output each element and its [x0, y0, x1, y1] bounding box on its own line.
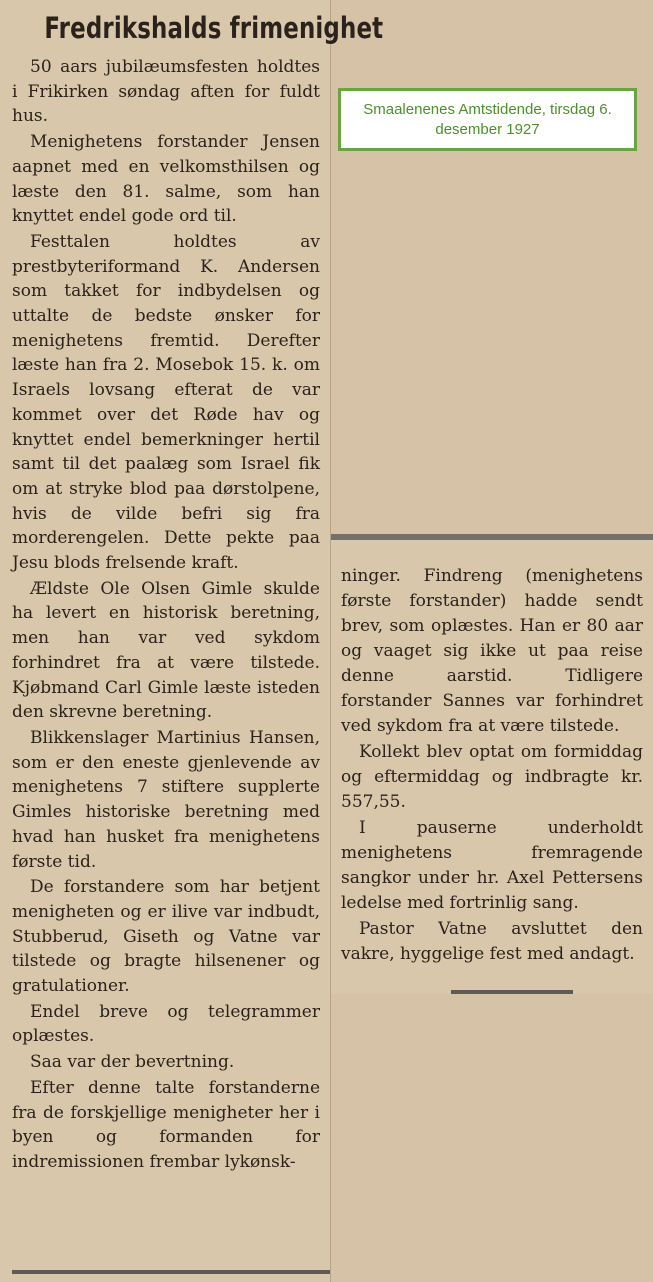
column-end-rule: [451, 990, 573, 994]
article-paragraph: I pauserne underholdt menighetens fremragende sangkor under hr. Axel Pettersens ledelse med fortrinlig sang.: [341, 818, 649, 913]
article-paragraph: Endel breve og telegrammer oplæstes.: [12, 1001, 326, 1047]
article-paragraph: Menighetens forstander Jensen aapnet med en velkomsthilsen og læste den 81. salme, som han knyttet endel gode ord til.: [12, 132, 326, 227]
article-paragraph: Blikkenslager Martinius Hansen, som er den eneste gjenlevende av menighetens 7 stiftere supplerte Gimles historiske beretning med hvad han husket fra menighetens første tid.: [12, 727, 326, 872]
article-paragraph: Ældste Ole Olsen Gimle skulde ha levert en historisk beretning, men han var ved sykdom forhindret fra at være tilstede. Kjøbmand Carl Gimle læste isteden den skrevne beretning.: [12, 578, 326, 723]
article-paragraph: Efter denne talte forstanderne fra de forskjellige menigheter her i byen og formanden for indremissionen frembar lykønsk-: [12, 1077, 326, 1172]
article-paragraph: Festtalen holdtes av prestbyteriformand K. Andersen som takket for indbydelsen og uttalte de bedste ønsker for menighetens fremtid. Derefter læste han fra 2. Mosebok 15. k. om Israels lovsang efterat de var kommet over det Røde hav og knyttet endel bemerkninger hertil samt til det paalæg som Israel fik om at stryke blod paa dørstolpene, hvis de vilde befri sig fra morderengelen. Dette pekte paa Jesu blods frelsende kraft.: [12, 231, 326, 574]
source-caption: Smaalenenes Amtstidende, tirsdag 6. desember 1927: [338, 88, 637, 151]
article-paragraph: De forstandere som har betjent menigheten og er ilive var indbudt, Stubberud, Giseth og Vatne var tilstede og bragte hilsenener og gratulationer.: [12, 877, 326, 997]
article-clipping-right: [331, 534, 653, 994]
article-paragraph: Saa var der bevertning.: [30, 1052, 235, 1073]
article-title: Fredrikshalds frimenighet: [44, 11, 384, 45]
article-paragraph: Kollekt blev optat om formiddag og eftermiddag og indbragte kr. 557,55.: [341, 742, 649, 812]
article-paragraph: ninger. Findreng (menighetens første forstander) hadde sendt brev, som oplæstes. Han er 80 aar og vaaget sig ikke ut paa reise denne aarstid. Tidligere forstander Sannes var forhindret ved sykdom fra at være tilstede.: [341, 566, 649, 736]
column-end-rule: [12, 1270, 330, 1274]
article-paragraph: Pastor Vatne avsluttet den vakre, hyggelige fest med andagt.: [341, 919, 649, 964]
article-paragraph: 50 aars jubilæumsfesten holdtes i Frikirken søndag aften for fuldt hus.: [12, 57, 326, 127]
